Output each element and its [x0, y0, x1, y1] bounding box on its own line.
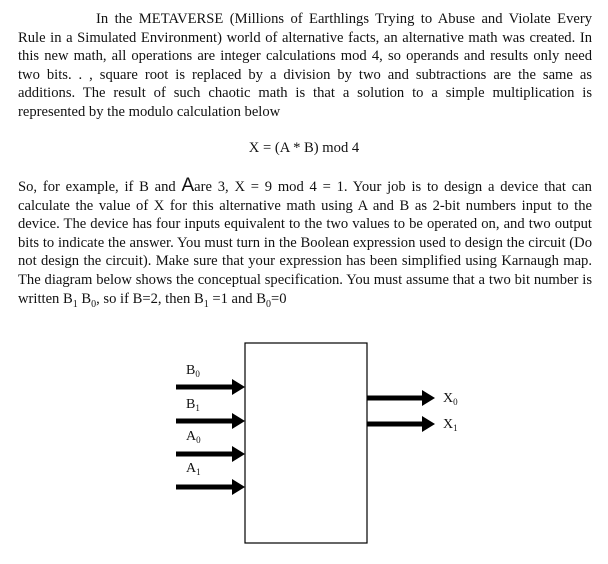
output-arrow [367, 390, 435, 406]
input-arrow [176, 479, 245, 495]
output-label-x1: $X_1$ [443, 417, 458, 433]
intro-paragraph: In the METAVERSE (Millions of Earthlings Trying to Abuse and Violate Every Rule in a Simulated Environment) world of alternative facts, an alternative math was created. In this new math, all operations are integer calculations mod 4, so operands and results only need two bits. . , square root is replaced by a division by two and subtractions are the same as additions. The result of such chaotic math is that a solution to a simple multiplication is represented by the modulo calculation below [18, 11, 592, 120]
device-block-diagram [0, 330, 608, 564]
input-label-b0: $B_0$ [186, 363, 200, 379]
output-arrow [367, 416, 435, 432]
output-label-x0: $X_0$ [443, 391, 458, 407]
input-arrow [176, 446, 245, 462]
input-label-b1: $B_1$ [186, 397, 200, 413]
device-box [245, 343, 367, 543]
input-label-a1: $A_1$ [186, 461, 201, 477]
equation: X = (A * B) mod 4 [248, 140, 360, 156]
large-letter-a: A [181, 175, 195, 196]
input-arrow [176, 379, 245, 395]
input-label-a0: $A_0$ [186, 429, 201, 445]
instructions-paragraph: So, for example, if B and Aare 3, X = 9 mod 4 = 1. Your job is to design a device that can calculate the value of X for this alternative math using A and B as 2-bit numbers input to the device. The device has four inputs equivalent to the two values to be operated on, and two output bits to indicate the answer. You must turn in the Boolean expression used to design the circuit (Do not design the circuit). Make sure that your expression has been simplified using Karnaugh map. The diagram below shows the conceptual specification. You must assume that a two bit number is written $B_1$ $B_0$, so if B=2, then $B_1 =1$ and $B_0=0$ [18, 175, 592, 310]
input-arrow [176, 413, 245, 429]
